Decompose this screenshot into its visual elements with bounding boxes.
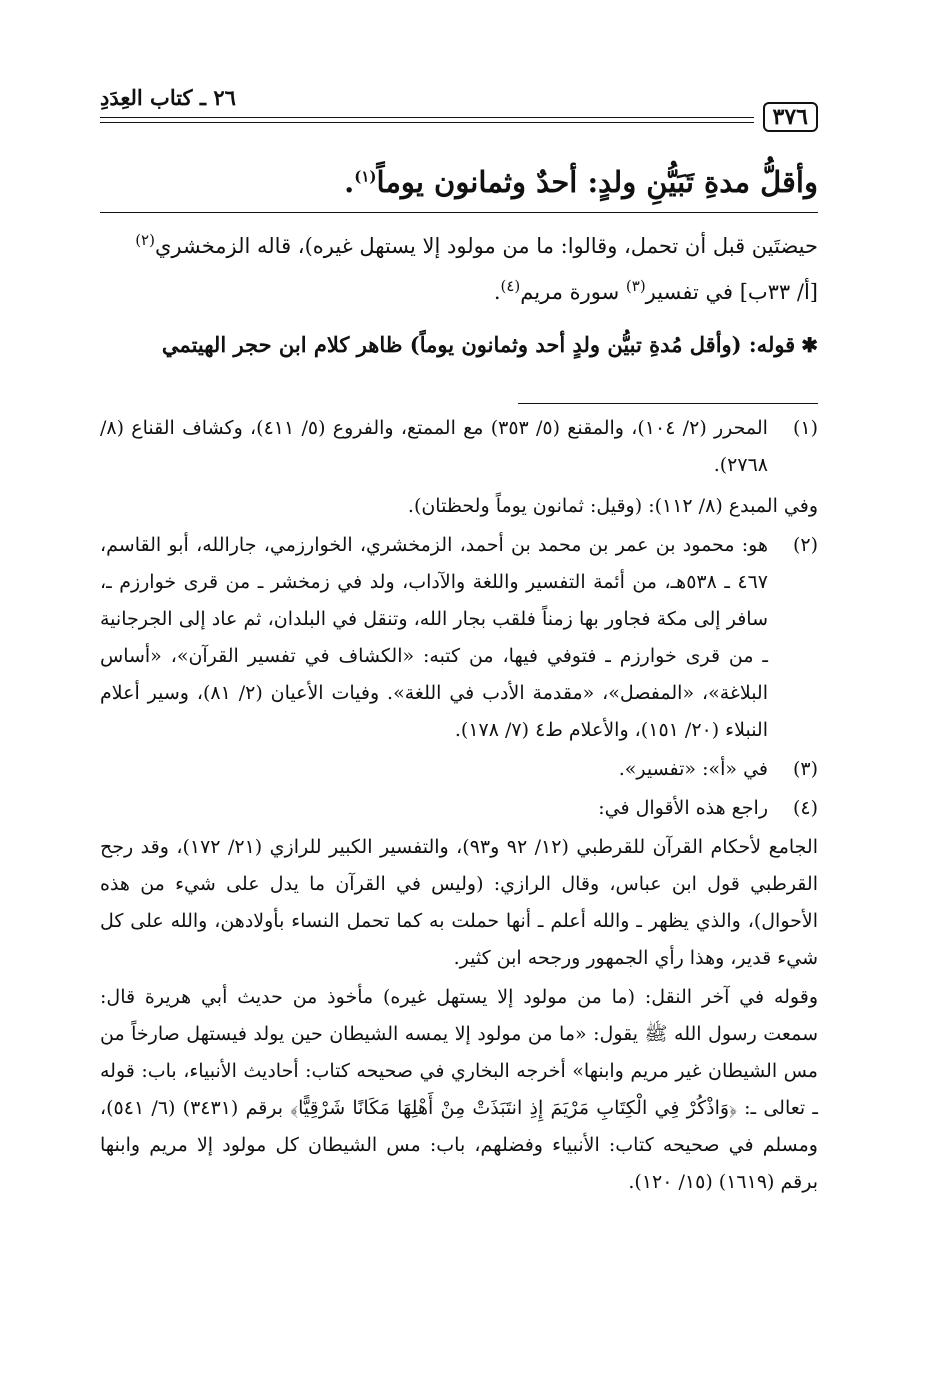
footnote-item <box>100 751 818 788</box>
footnote-number: (١) <box>792 417 818 439</box>
footnote-item <box>100 527 818 749</box>
footnote-text <box>100 410 818 525</box>
footnote-separator <box>518 403 818 404</box>
page <box>100 84 818 1201</box>
body-line <box>100 223 818 269</box>
body-text <box>100 223 818 315</box>
body-line-text: حيضتَين قبل أن تحمل، وقالوا: ما من مولود إلا يستهل غيره)، قاله الزمخشري <box>154 234 818 258</box>
footnote-item <box>100 410 818 525</box>
footnote-item <box>100 790 818 827</box>
footnote-paragraph: في «أ»: «تفسير». <box>618 758 768 780</box>
star-bullet-icon: ✱ <box>801 333 818 357</box>
header-rule <box>100 117 754 123</box>
footnote-text <box>100 790 768 827</box>
page-number: ٣٧٦ <box>763 102 818 132</box>
footnote-number: (٤) <box>792 797 818 819</box>
matn-text <box>100 160 818 213</box>
body-line-text: سورة مريم <box>520 280 626 304</box>
footnote-ref[interactable]: (٢) <box>135 231 155 249</box>
manuscript-ref: [أ/ ٣٣ب] في تفسير <box>645 280 818 304</box>
footnote-ref[interactable]: (٣) <box>625 277 646 295</box>
footnote-paragraph: وفي المبدع (٨/ ١١٢): (وقيل: ثمانون يوماً ولحظتان). <box>407 495 818 517</box>
footnote-paragraph: المحرر (٢/ ١٠٤)، والمقنع (٥/ ٣٥٣) مع الممتع، والفروع (٥/ ٤١١)، وكشاف القناع (٨/ ٢٧٦٨). <box>100 417 768 476</box>
commentary-line <box>100 321 818 369</box>
footnotes <box>100 410 818 1201</box>
footnote-paragraph: هو: محمود بن عمر بن محمد بن أحمد، الزمخشري، الخوارزمي، جارالله، أبو القاسم، ٤٦٧ ـ ٥٣٨هـ، من أئمة التفسير واللغة والآداب، ولد في زمخشر ـ من قرى خوارزم ـ، سافر إلى مكة فجاور بها زمناً فلقب بجار الله، وتنقل في البلدان، ثم عاد إلى الجرجانية ـ من قرى خوارزم ـ فتوفي فيها، من كتبه: «الكشاف في تفسير القرآن»، «أساس البلاغة»، «المفصل»، «مقدمة الأدب في اللغة». وفيات الأعيان (٢/ ٨١)، وسير أعلام النبلاء (٢٠/ ١٥١)، والأعلام ط٤ (٧/ ١٧٨). <box>100 534 769 741</box>
page-header <box>100 84 818 156</box>
footnote-continuation: الجامع لأحكام القرآن للقرطبي (١٢/ ٩٢ و٩٣)، والتفسير الكبير للرازي (٢١/ ١٧٢)، وقد رجح القرطبي قول ابن عباس، وقال الرازي: (وليس في القرآن ما يدل على شيء من هذه الأحوال)، والذي يظهر ـ والله أعلم ـ أنها حملت به كما تحمل النساء بأولادهن، والله على كل شيء قدير، وهذا رأي الجمهور ورجحه ابن كثير. <box>100 836 818 969</box>
footnote-number: (٣) <box>792 758 818 780</box>
footnote-number: (٢) <box>792 534 818 556</box>
footnote-ref[interactable]: (٤) <box>500 277 521 295</box>
chapter-title: ٢٦ ـ كتاب العِدَدِ <box>100 85 236 110</box>
footnote-text <box>100 751 768 788</box>
body-line-end: . <box>493 280 501 304</box>
footnote-text <box>100 527 768 749</box>
matn-end: . <box>344 165 355 199</box>
body-line <box>100 269 818 315</box>
commentary-text: قوله: (وأقل مُدةِ تبيُّن ولدٍ أحد وثمانون يوماً) ظاهر كلام ابن حجر الهيتمي <box>161 332 796 357</box>
matn-main: وأقلُّ مدةِ تَبَيُّنِ ولدٍ: أحدٌ وثمانون يوماً <box>376 165 818 199</box>
footnote-paragraph: راجع هذه الأقوال في: <box>598 797 768 819</box>
footnote-continuation: وقوله في آخر النقل: (ما من مولود إلا يستهل غيره) مأخوذ من حديث أبي هريرة قال: سمعت رسول الله ﷺ يقول: «ما من مولود إلا يمسه الشيطان حين يولد فيستهل صارخاً من مس الشيطان غير مريم وابنها» أخرجه البخاري في صحيحه كتاب: أحاديث الأنبياء، باب: قوله ـ تعالى ـ: ﴿وَاذْكُرْ فِي الْكِتَابِ مَرْيَمَ إِذِ انتَبَذَتْ مِنْ أَهْلِهَا مَكَانًا شَرْقِيًّا﴾ برقم (٣٤٣١) (٦/ ٥٤١)، ومسلم في صحيحه كتاب: الأنبياء وفضلهم، باب: مس الشيطان كل مولود إلا مريم وابنها برقم (١٦١٩) (١٥/ ١٢٠). <box>100 986 818 1193</box>
footnote-ref[interactable]: (١) <box>354 167 377 186</box>
